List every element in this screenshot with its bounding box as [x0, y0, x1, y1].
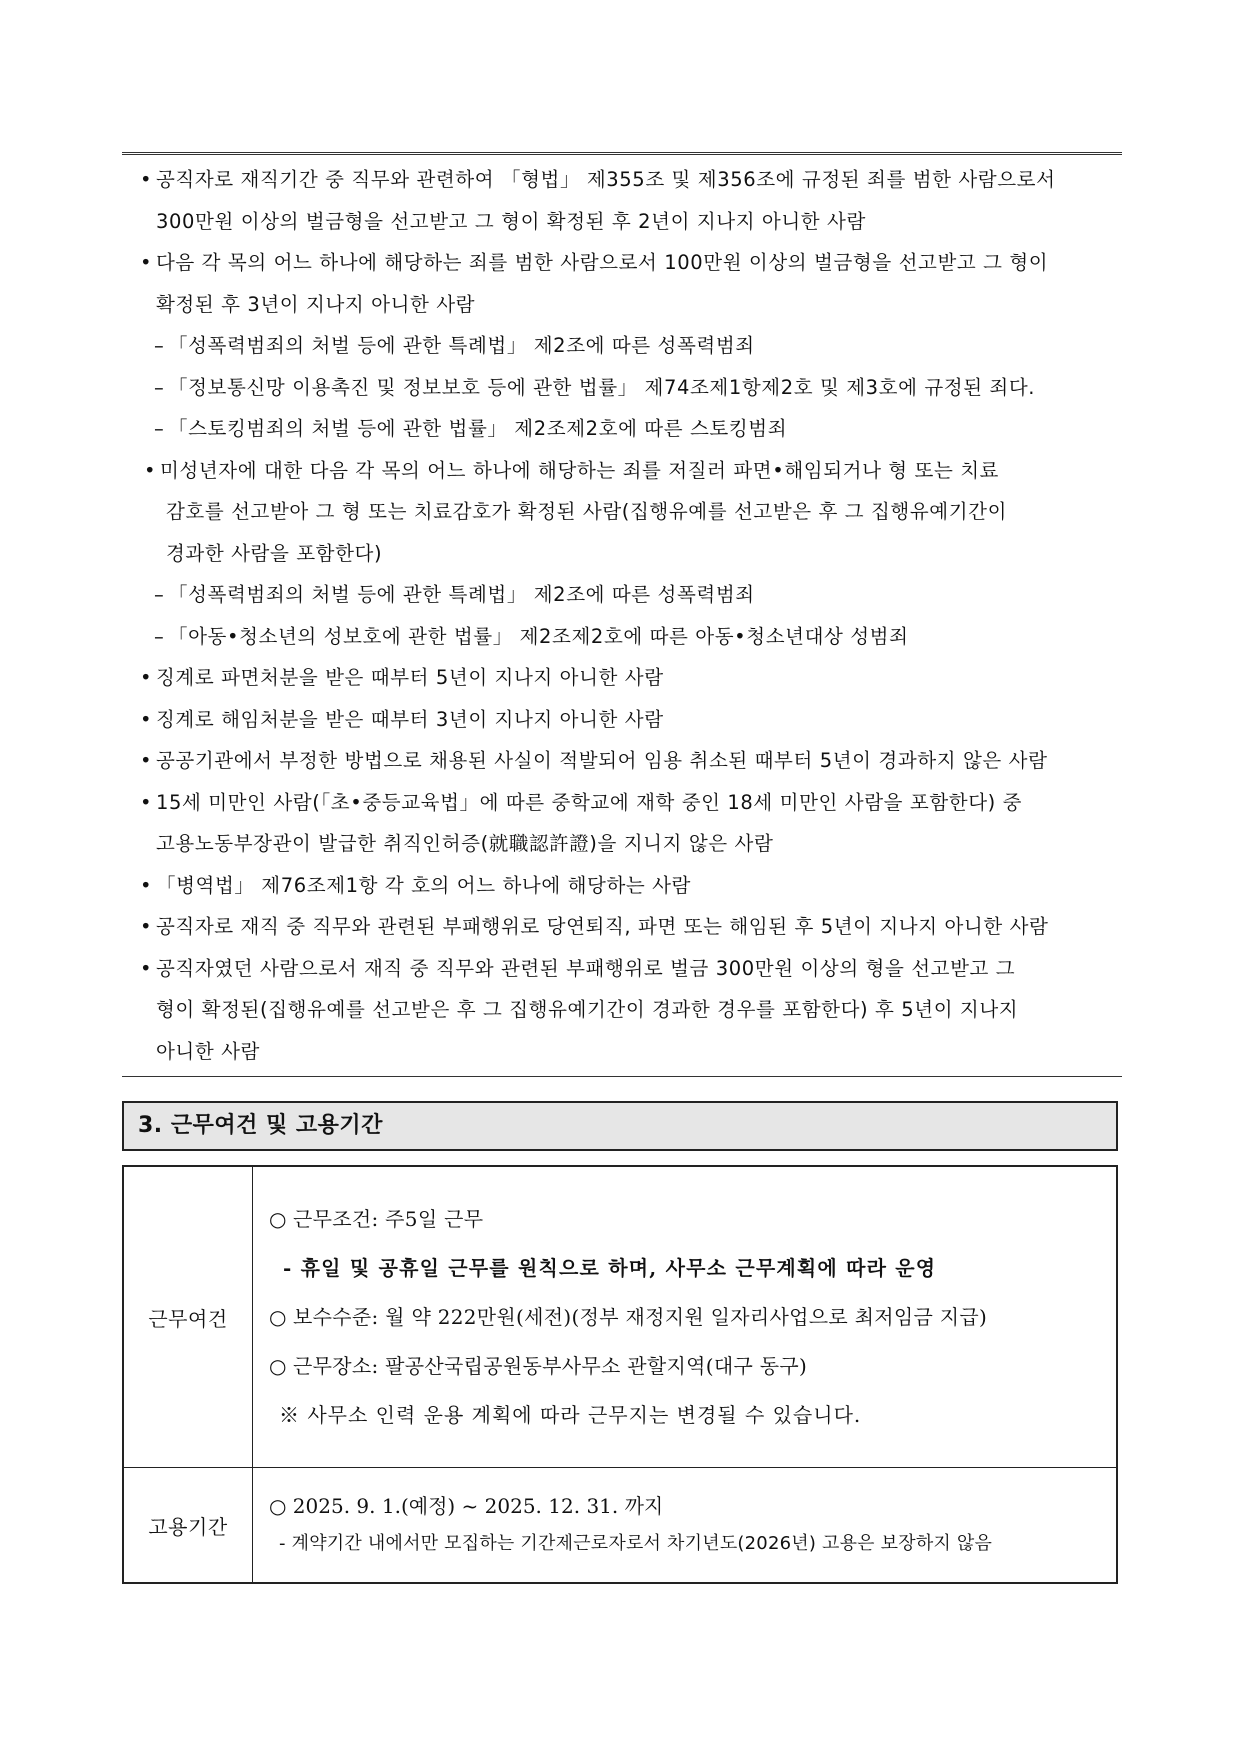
sub-item	[122, 574, 1122, 616]
bullet-marker: •	[140, 956, 153, 980]
list-item	[122, 906, 1122, 948]
list-item-continuation: 형이 확정된(집행유예를 선고받은 후 그 집행유예기간이 경과한 경우를 포함한다) 후 5년이 지나지	[156, 998, 1019, 1021]
row-label-employment-period: 고용기간	[123, 1468, 253, 1584]
list-item-text: 공직자였던 사람으로서 재직 중 직무와 관련된 부패행위로 벌금 300만원 이상의 형을 선고받고 그	[156, 956, 1016, 980]
bullet-marker: •	[140, 707, 153, 731]
employment-period-cell	[253, 1468, 1118, 1584]
work-conditions-cell	[253, 1166, 1118, 1468]
list-item-text: 공직자로 재직기간 중 직무와 관련하여 「형법」 제355조 및 제356조에 규정된 죄를 범한 사람으로서	[156, 168, 1056, 191]
list-item-text: 징계로 해임처분을 받은 때부터 3년이 지나지 아니한 사람	[156, 707, 664, 731]
list-item	[122, 657, 1122, 699]
work-condition-text: 보수수준: 월 약 222만원(세전)(정부 재정지원 일자리사업으로 최저임금 지급)	[293, 1304, 988, 1329]
work-condition-line	[269, 1195, 1115, 1244]
list-item-text: 공공기관에서 부정한 방법으로 채용된 사실이 적발되어 임용 취소된 때부터 5년이 경과하지 않은 사람	[156, 749, 1048, 772]
list-item-continuation: 확정된 후 3년이 지나지 아니한 사람	[156, 292, 476, 316]
list-item	[122, 159, 1122, 201]
bullet-marker: •	[140, 790, 153, 814]
list-item-continuation: 감호를 선고받아 그 형 또는 치료감호가 확정된 사람(집행유예를 선고받은 후 그 집행유예기간이	[166, 500, 1008, 523]
list-item-text: 「병역법」 제76조제1항 각 호의 어느 하나에 해당하는 사람	[156, 873, 691, 897]
employment-period-note: - 계약기간 내에서만 모집하는 기간제근로자로서 차기년도(2026년) 고용은 보장하지 않음	[279, 1533, 993, 1554]
work-condition-note: ※ 사무소 인력 운용 계획에 따라 근무지는 변경될 수 있습니다.	[279, 1402, 862, 1427]
list-item-continuation: 아니한 사람	[156, 1039, 260, 1063]
dash-marker: –	[154, 624, 165, 648]
conditions-table	[122, 1165, 1118, 1584]
work-condition-detail: - 휴일 및 공휴일 근무를 원칙으로 하며, 사무소 근무계획에 따라 운영	[283, 1255, 937, 1280]
list-item	[122, 782, 1122, 824]
bullet-marker: •	[140, 915, 153, 938]
dash-marker: –	[154, 375, 165, 399]
section-title: 3. 근무여건 및 고용기간	[122, 1101, 1118, 1151]
list-item-text: 공직자로 재직 중 직무와 관련된 부패행위로 당연퇴직, 파면 또는 해임된 후 5년이 지나지 아니한 사람	[156, 915, 1049, 938]
list-item	[122, 948, 1122, 990]
bullet-marker: •	[140, 749, 153, 772]
list-item	[122, 450, 1122, 492]
bullet-marker: •	[140, 666, 153, 689]
circle-marker: ○	[269, 1304, 287, 1329]
table-row-work-conditions	[123, 1166, 1117, 1468]
circle-marker: ○	[269, 1206, 287, 1231]
sub-item-text: 「성폭력범죄의 처벌 등에 관한 특례법」 제2조에 따른 성폭력범죄	[168, 583, 755, 606]
work-condition-line	[269, 1342, 1115, 1391]
row-label-work-conditions: 근무여건	[123, 1166, 253, 1468]
dash-marker: –	[154, 417, 165, 440]
work-condition-text: 근무장소: 팔공산국립공원동부사무소 관할지역(대구 동구)	[293, 1353, 808, 1378]
employment-period-dates: ○ 2025. 9. 1.(예정) ~ 2025. 12. 31. 까지	[269, 1494, 664, 1518]
table-row-employment-period	[123, 1468, 1117, 1584]
list-item	[122, 699, 1122, 741]
bullet-marker: •	[144, 458, 157, 482]
sub-item	[122, 616, 1122, 658]
bullet-marker: •	[140, 168, 153, 191]
list-item-text: 15세 미만인 사람(「초•중등교육법」에 따른 중학교에 재학 중인 18세 미만인 사람을 포함한다) 중	[156, 790, 1023, 814]
dash-marker: –	[154, 334, 165, 357]
work-condition-text: 근무조건: 주5일 근무	[293, 1206, 484, 1231]
list-item-text: 다음 각 목의 어느 하나에 해당하는 죄를 범한 사람으로서 100만원 이상의 벌금형을 선고받고 그 형이	[156, 251, 1049, 274]
list-item	[122, 242, 1122, 284]
dash-marker: –	[154, 583, 165, 606]
sub-item	[122, 408, 1122, 450]
sub-item-text: 「아동•청소년의 성보호에 관한 법률」 제2조제2호에 따른 아동•청소년대상 성범죄	[168, 624, 909, 648]
sub-item-text: 「스토킹범죄의 처벌 등에 관한 법률」 제2조제2호에 따른 스토킹범죄	[168, 417, 788, 440]
work-condition-line	[269, 1293, 1115, 1342]
circle-marker: ○	[269, 1353, 287, 1378]
bullet-marker: •	[140, 873, 153, 897]
list-item-continuation: 300만원 이상의 벌금형을 선고받고 그 형이 확정된 후 2년이 지나지 아니한 사람	[156, 209, 866, 233]
bullet-marker: •	[140, 251, 153, 274]
list-item-continuation: 경과한 사람을 포함한다)	[166, 541, 383, 565]
sub-item-text: 「성폭력범죄의 처벌 등에 관한 특례법」 제2조에 따른 성폭력범죄	[168, 334, 755, 357]
sub-item	[122, 325, 1122, 367]
list-item-text: 징계로 파면처분을 받은 때부터 5년이 지나지 아니한 사람	[156, 666, 664, 689]
list-item-continuation: 고용노동부장관이 발급한 취직인허증(就職認許證)을 지니지 않은 사람	[156, 832, 774, 855]
disqualification-list	[122, 152, 1122, 1077]
list-item	[122, 865, 1122, 907]
sub-item-text: 「정보통신망 이용촉진 및 정보보호 등에 관한 법률」 제74조제1항제2호 및 제3호에 규정된 죄다.	[168, 375, 1036, 399]
list-item	[122, 740, 1122, 782]
sub-item	[122, 367, 1122, 409]
list-item-text: 미성년자에 대한 다음 각 목의 어느 하나에 해당하는 죄를 저질러 파면•해임되거나 형 또는 치료	[160, 458, 1000, 482]
